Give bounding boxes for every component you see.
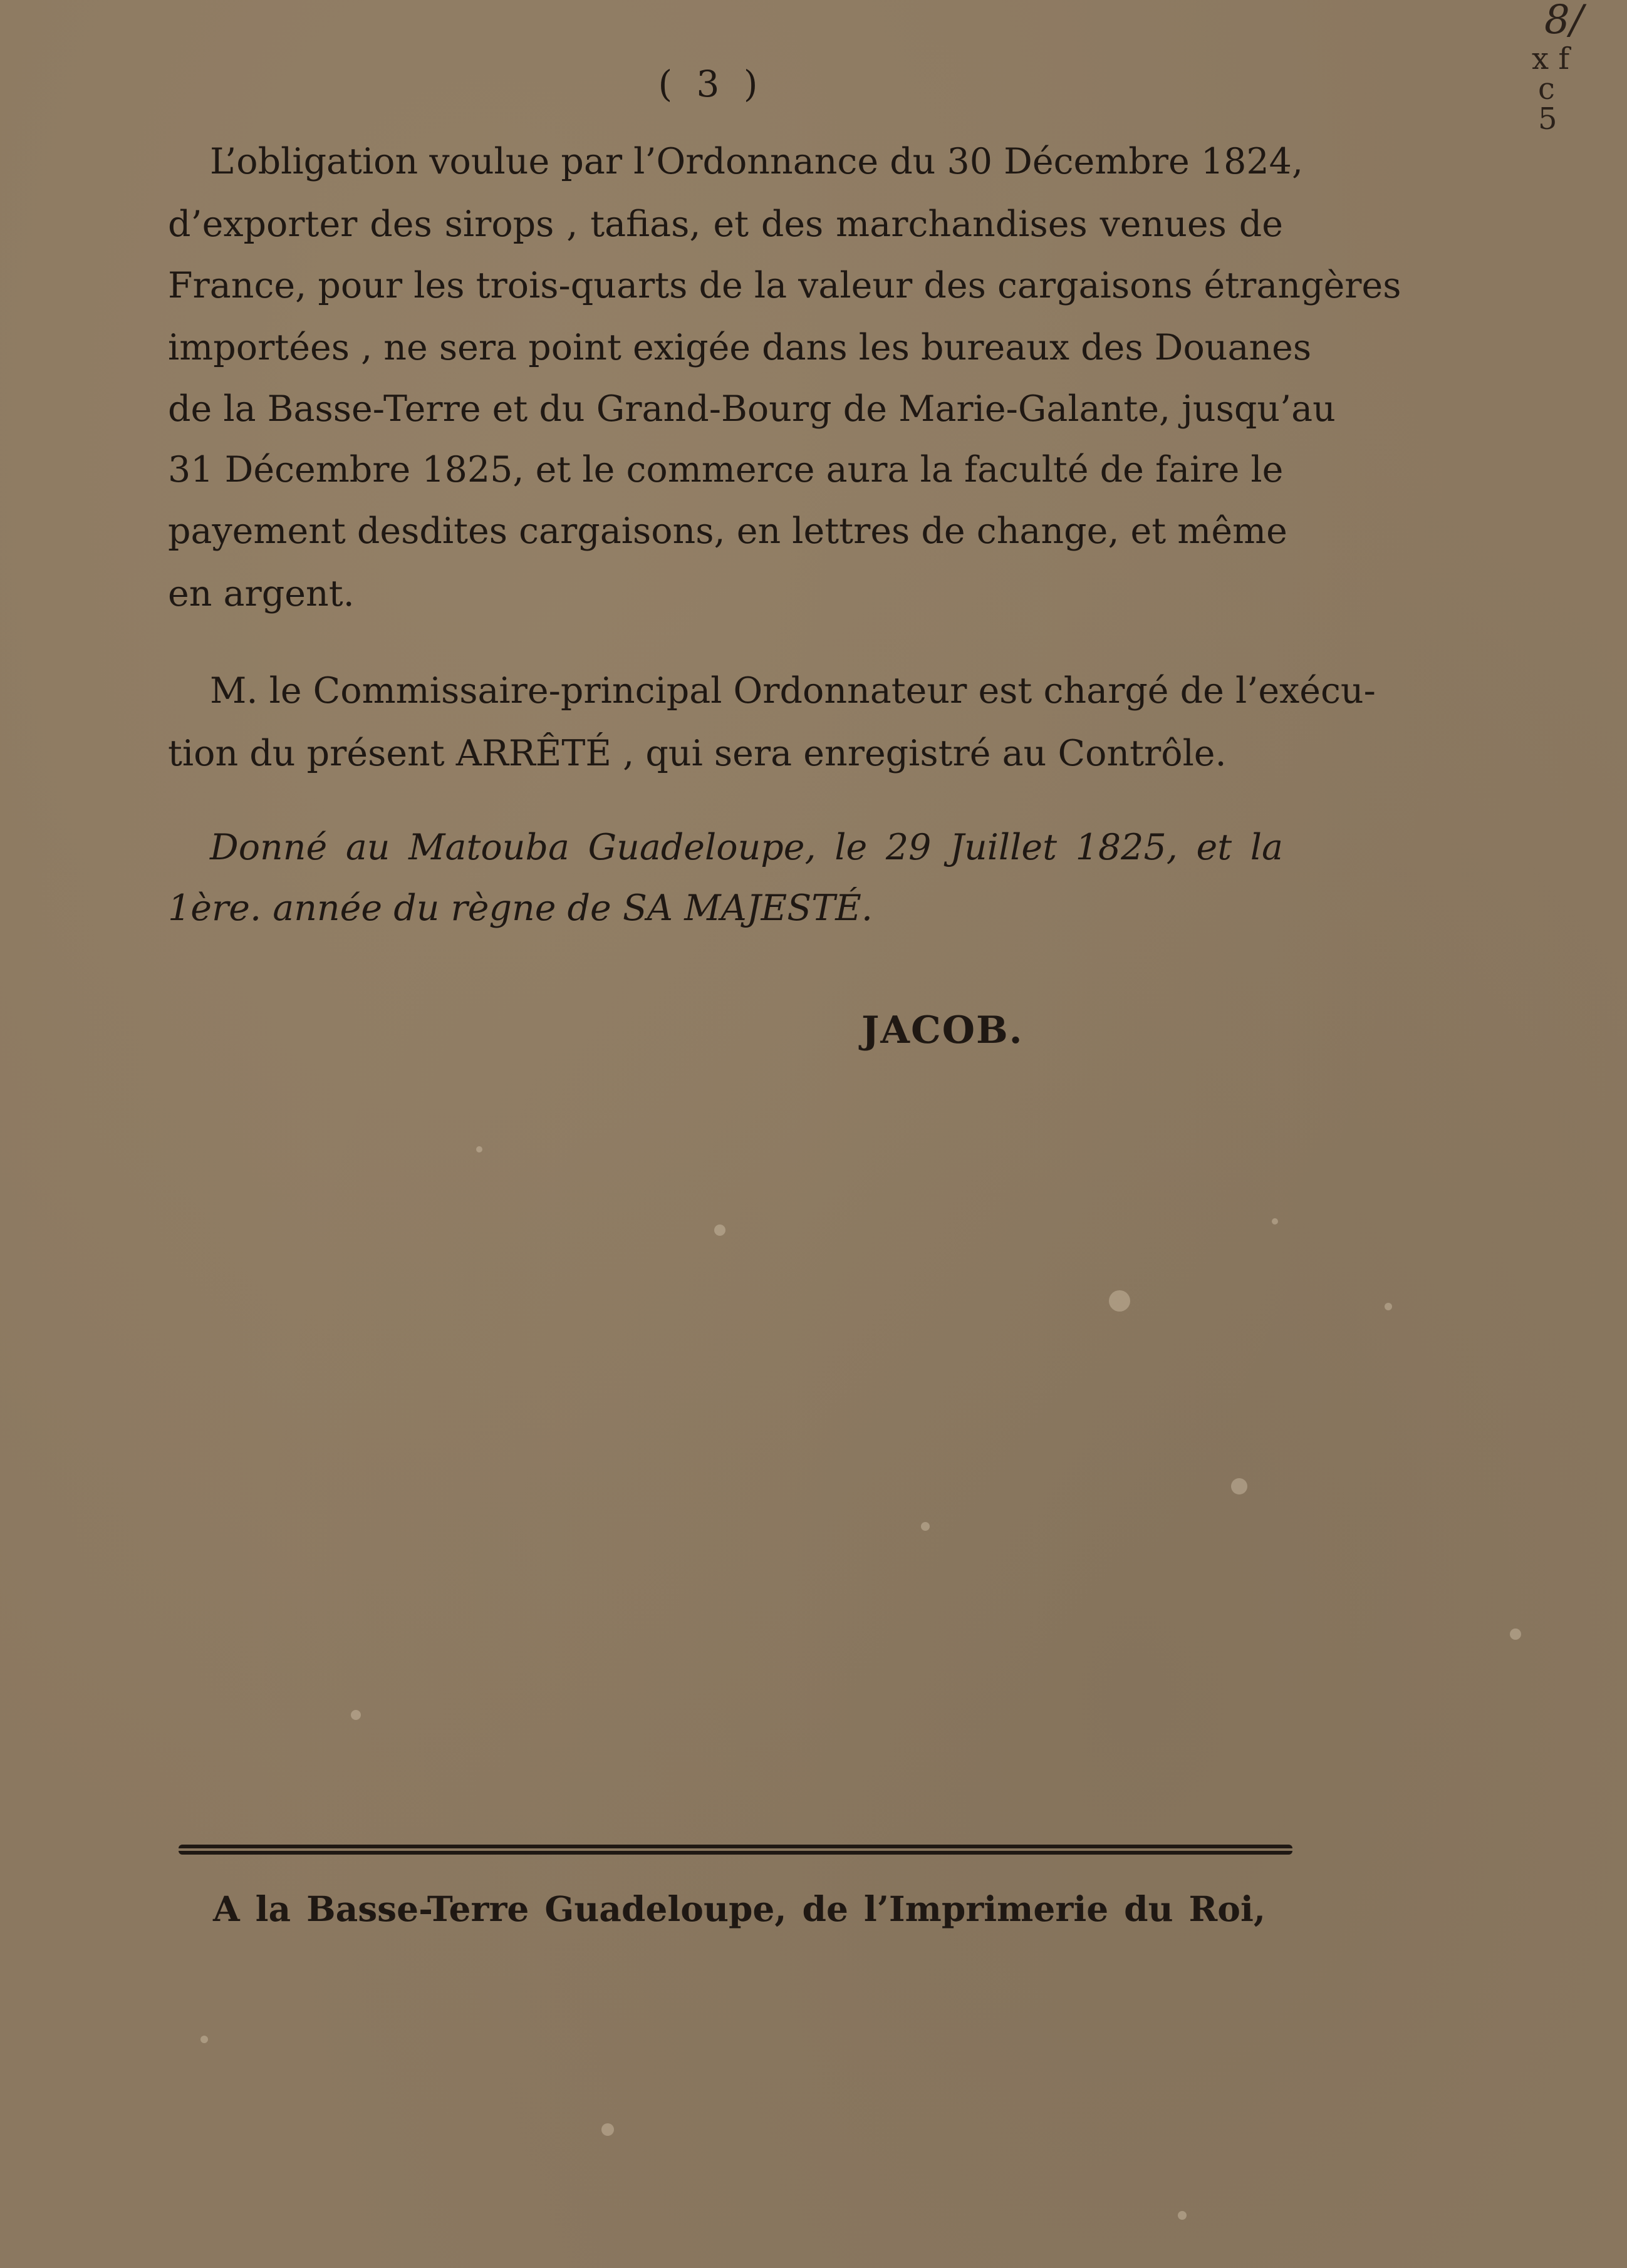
handwritten-margin-note: [1532, 0, 1584, 137]
paragraph-line: en argent.: [168, 573, 355, 614]
paragraph-line: M. le Commissaire-principal Ordonnateur est chargé de l’exécu-: [210, 670, 1376, 712]
paragraph-line: d’exporter des sirops , tafias, et des marchandises venues de: [168, 204, 1283, 245]
margin-note-top: 8/: [1544, 0, 1584, 43]
paper-speck: [921, 1522, 930, 1531]
signature: JACOB.: [861, 1008, 1024, 1052]
paper-speck: [351, 1710, 361, 1720]
paper-speck: [1231, 1478, 1247, 1494]
paragraph-line: importées , ne sera point exigée dans les bureaux des Douanes: [168, 327, 1312, 368]
paper-speck: [601, 2123, 614, 2136]
date-line: 1ère. année du règne de SA MAJESTÉ.: [168, 888, 873, 929]
date-line: Donné au Matouba Guadeloupe, le 29 Juillet 1825, et la: [210, 827, 1283, 868]
printer-imprint: A la Basse-Terre Guadeloupe, de l’Imprimerie du Roi,: [213, 1888, 1266, 1929]
page-number: ( 3 ): [658, 63, 764, 105]
paper-speck: [1385, 1303, 1392, 1310]
paper-speck: [1510, 1629, 1521, 1640]
paragraph-line: tion du présent ARRÊTÉ , qui sera enregistré au Contrôle.: [168, 733, 1227, 774]
paragraph-line: de la Basse-Terre et du Grand-Bourg de Marie-Galante, jusqu’au: [168, 388, 1336, 430]
printer-rule: [179, 1845, 1292, 1855]
paragraph-line: France, pour les trois-quarts de la valeur des cargaisons étrangères: [168, 265, 1401, 306]
paper-speck: [200, 2036, 208, 2043]
paper-speck: [1109, 1290, 1130, 1312]
paper-speck: [1178, 2211, 1187, 2220]
paper-speck: [1272, 1218, 1278, 1225]
paper-speck: [476, 1146, 482, 1152]
margin-note-bottom: c 5: [1538, 71, 1557, 137]
paragraph-line: L’obligation voulue par l’Ordonnance du 30 Décembre 1824,: [210, 141, 1304, 182]
paragraph-line: 31 Décembre 1825, et le commerce aura la faculté de faire le: [168, 449, 1284, 490]
paper-speck: [714, 1225, 725, 1236]
margin-note-middle: x f: [1532, 41, 1570, 76]
paragraph-line: payement desdites cargaisons, en lettres de change, et même: [168, 510, 1287, 552]
